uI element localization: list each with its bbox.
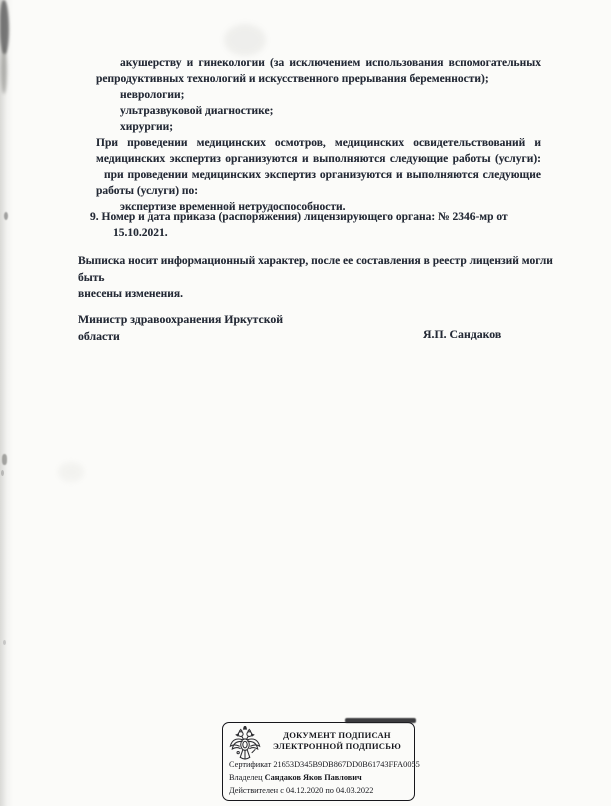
scan-artifact xyxy=(1,46,7,94)
informational-note xyxy=(78,253,558,303)
order-number-line: 9. Номер и дата приказа (распоряжения) лицензирующего органа: № 2346-мр от xyxy=(90,211,508,223)
body-line: ультразвуковой диагностике; xyxy=(120,105,274,117)
body-line: при проведении медицинских экспертиз организуются и выполняются следующие xyxy=(104,169,541,181)
body-line: репродуктивных технологий и искусственного прерывания беременности); xyxy=(96,73,489,85)
scan-artifact xyxy=(1,470,4,476)
body-line: неврологии; xyxy=(120,89,185,101)
body-line: работы (услуги) по: xyxy=(96,185,199,197)
note-line: внесены изменения. xyxy=(78,288,184,300)
certificate-line xyxy=(229,760,420,769)
scan-artifact xyxy=(224,24,266,56)
body-line: экспертизе временной нетрудоспособности. xyxy=(120,201,346,213)
scan-edge-shadow xyxy=(0,0,13,806)
licence-works-list xyxy=(96,55,541,215)
electronic-signature-stamp xyxy=(222,722,420,801)
body-line: При проведении медицинских осмотров, медицинских освидетельствований и xyxy=(96,137,541,149)
order-number-item xyxy=(90,209,550,241)
certificate-label: Сертификат xyxy=(229,760,272,769)
stamp-header xyxy=(263,730,411,752)
order-date-line: 15.10.2021. xyxy=(113,227,168,239)
signatory-title-line: области xyxy=(78,329,120,343)
scan-artifact xyxy=(2,454,7,465)
scan-artifact xyxy=(58,462,84,482)
russian-coat-of-arms-icon xyxy=(227,726,263,764)
owner-label: Владелец xyxy=(229,773,263,782)
scan-artifact xyxy=(4,212,8,220)
signatory-title-line: Министр здравоохранения Иркутской xyxy=(78,312,284,326)
signatory-title xyxy=(78,311,338,345)
body-line: хирургии; xyxy=(120,121,174,133)
body-line: акушерству и гинекологии (за исключением использования вспомогательных xyxy=(120,57,541,69)
stamp-header-line: ДОКУМЕНТ ПОДПИСАН xyxy=(283,730,391,740)
owner-value: Сандаков Яков Павлович xyxy=(264,773,362,782)
stamp-header-line: ЭЛЕКТРОННОЙ ПОДПИСЬЮ xyxy=(273,741,401,751)
body-line: медицинских экспертиз организуются и выполняются следующие работы (услуги): xyxy=(96,153,541,165)
owner-line xyxy=(229,773,362,782)
certificate-value: 21653D345B9DB867DD0B61743FFA0055 xyxy=(273,760,420,769)
signatory-name: Я.П. Сандаков xyxy=(423,327,502,341)
note-line: Выписка носит информационный характер, после ее составления в реестр лицензий могли быть xyxy=(78,255,553,284)
scan-artifact xyxy=(0,0,9,54)
scan-artifact xyxy=(3,640,6,645)
validity-line: Действителен с 04.12.2020 по 04.03.2022 xyxy=(229,786,374,795)
